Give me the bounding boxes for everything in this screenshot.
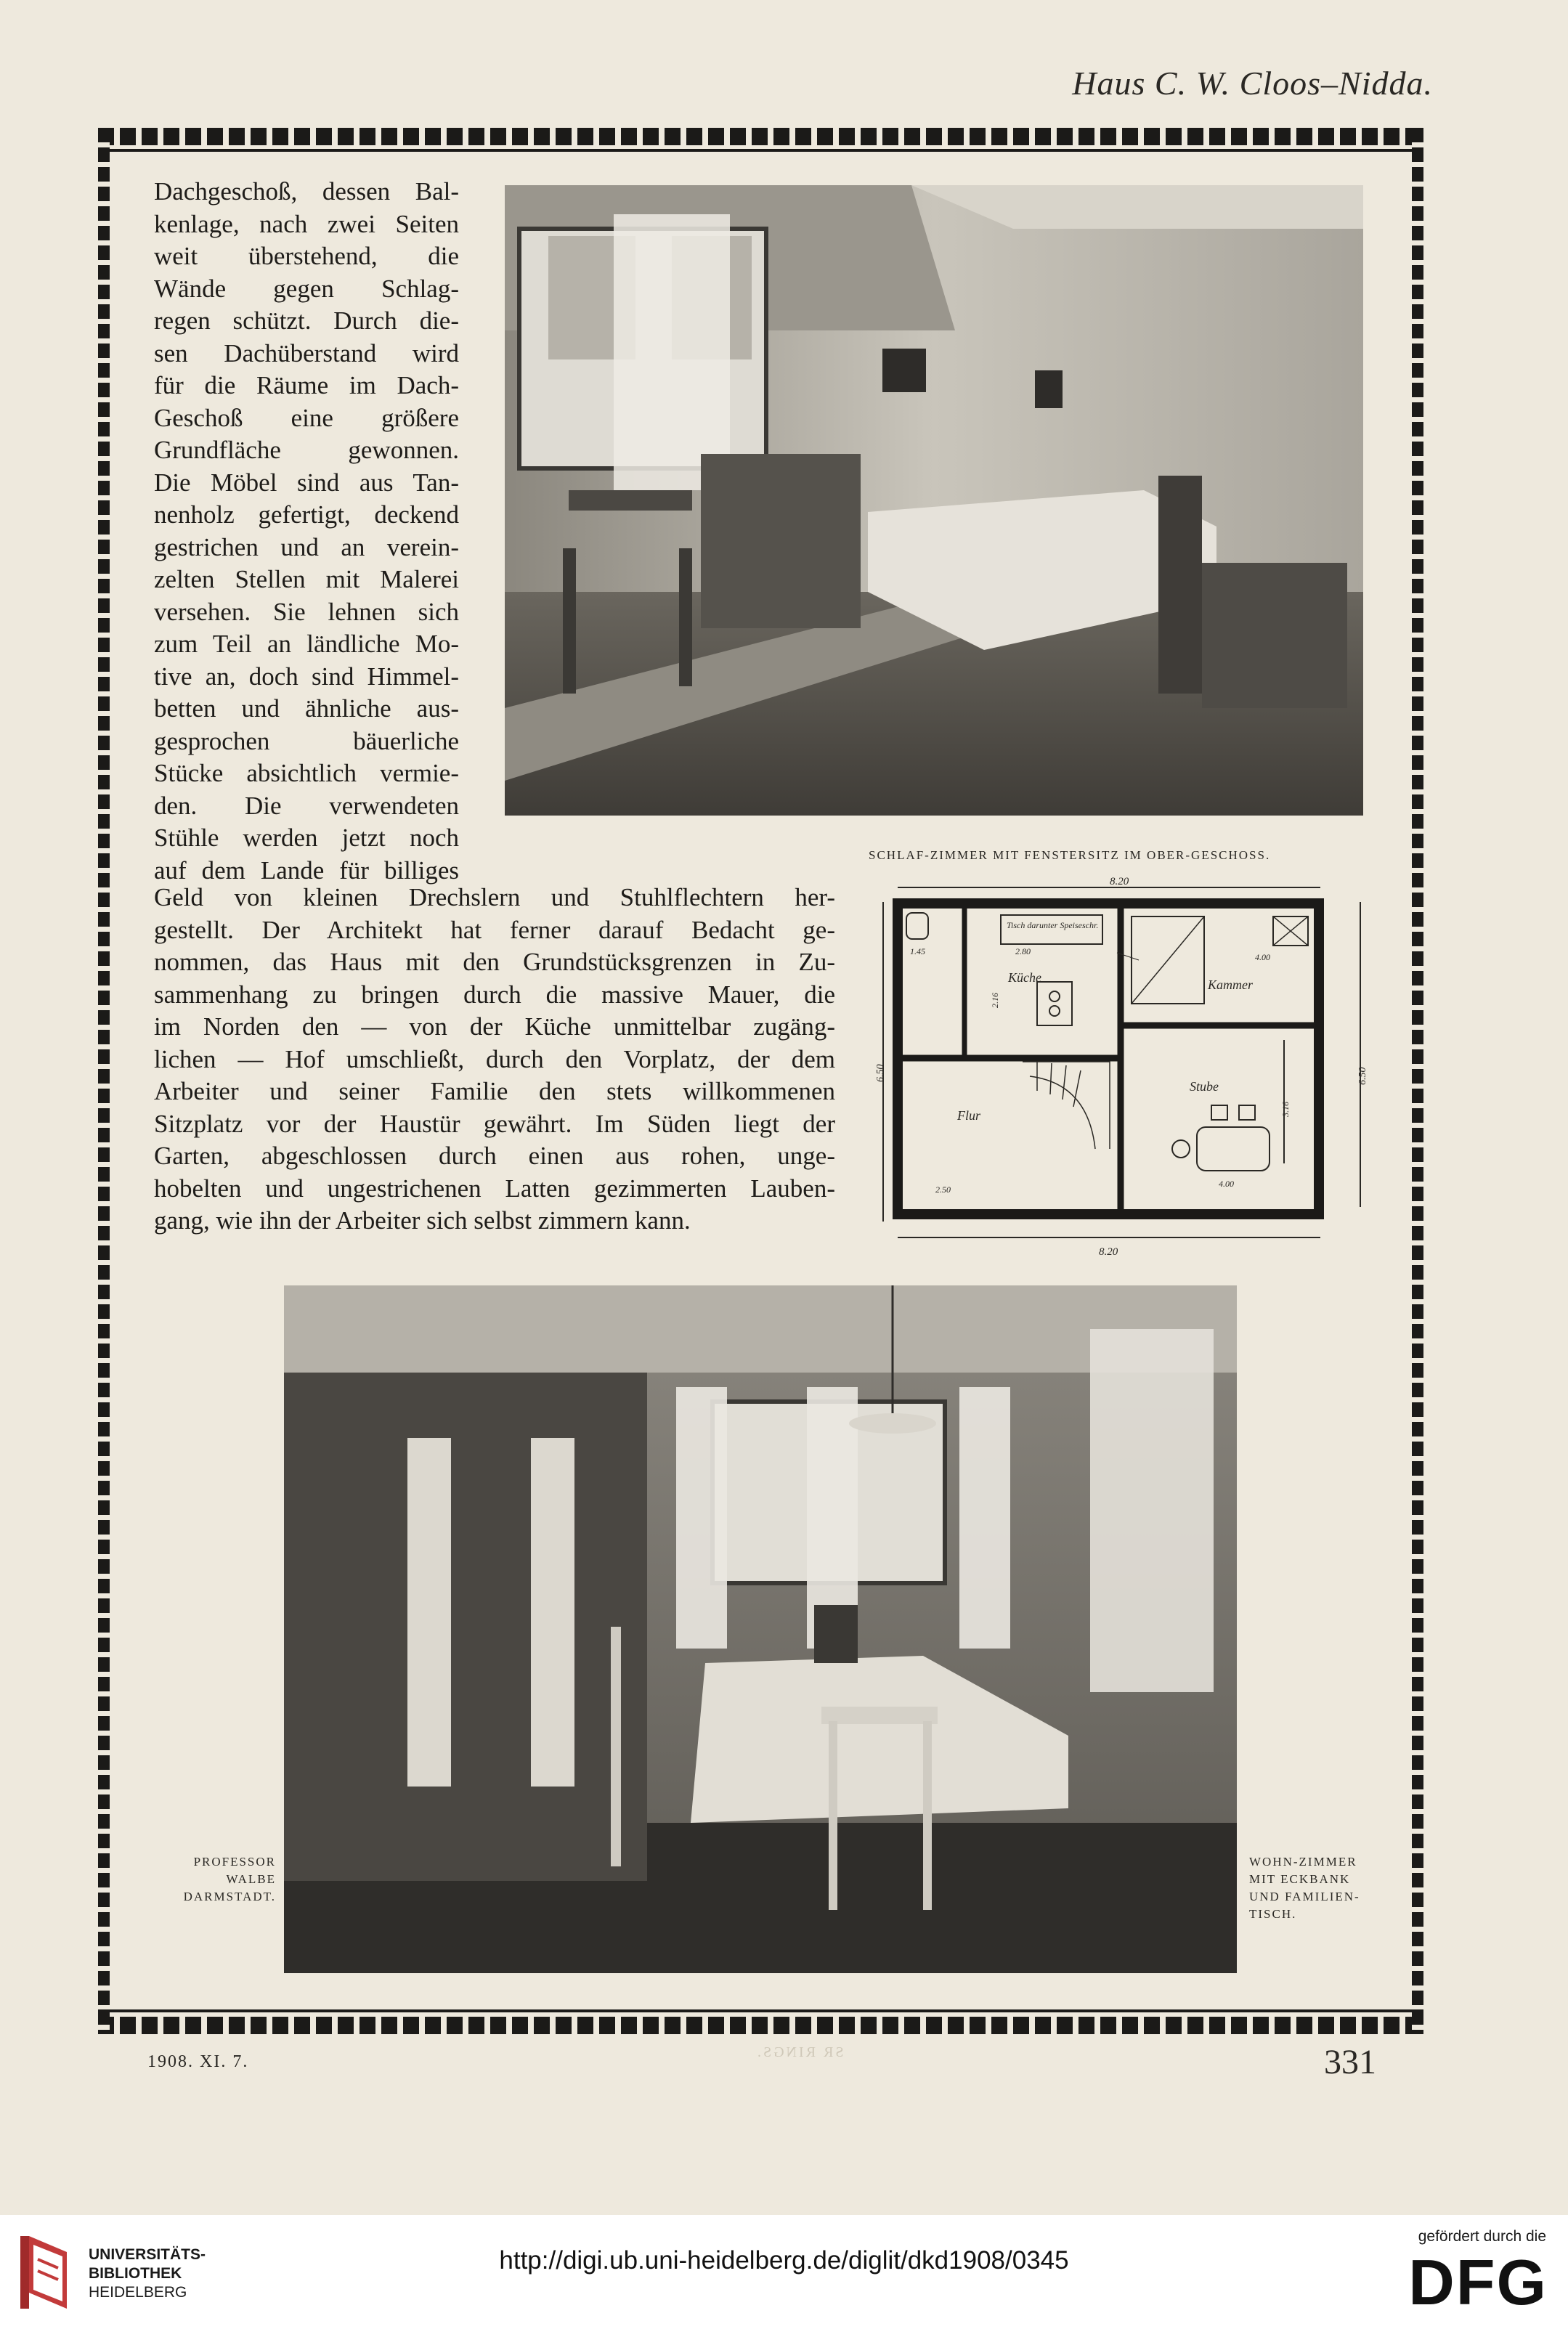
body-text-column-narrow [154, 176, 459, 887]
text-line: Sitzplatz vor der Haustür gewährt. Im Süden liegt der [154, 1109, 835, 1138]
running-title: Haus C. W. Cloos–Nidda. [1072, 65, 1433, 102]
decorative-border-left [98, 128, 110, 2034]
text-line: den. Die verwendeten [154, 791, 459, 820]
caption-living-line: MIT ECKBANK [1249, 1872, 1351, 1886]
dimension-label: 6.50 [875, 1064, 886, 1082]
living-room-photo-caption [1249, 1853, 1394, 1923]
dimension-label: 8.20 [1099, 1246, 1118, 1258]
bleed-through-text: SR RINGS. [755, 2044, 844, 2060]
text-line: regen schützt. Durch die- [154, 306, 459, 335]
text-line: Geschoß eine größere [154, 403, 459, 432]
credit-line: PROFESSOR [193, 1855, 276, 1869]
text-line: betten und ähnliche aus- [154, 694, 459, 723]
dfg-logo: DFG [1408, 2246, 1548, 2318]
text-line: zelten Stellen mit Malerei [154, 565, 459, 593]
text-line: gestellt. Der Architekt hat ferner darauf Bedacht ge- [154, 915, 835, 944]
dimension-label: 2.80 [1015, 946, 1031, 956]
bedroom-photo-caption: SCHLAF-ZIMMER MIT FENSTERSITZ IM OBER-GESCHOSS. [869, 848, 1271, 862]
credit-line: WALBE [226, 1872, 276, 1886]
room-label-stube: Stube [1190, 1079, 1219, 1094]
text-line: im Norden den — von der Küche unmittelbar zugäng- [154, 1012, 835, 1041]
decorative-border-top [98, 128, 1423, 145]
architect-credit [138, 1853, 276, 1906]
text-line: hobelten und ungestrichenen Latten gezimmerten Lauben- [154, 1174, 835, 1203]
text-line: zum Teil an ländliche Mo- [154, 630, 459, 658]
decorative-border-bottom [98, 2017, 1423, 2034]
border-rule-top [98, 149, 1423, 152]
room-label-flur: Flur [957, 1108, 981, 1123]
floor-plan [877, 873, 1386, 1258]
text-line: sen Dachüberstand wird [154, 338, 459, 367]
dimension-label: 3.16 [1280, 1102, 1291, 1117]
dimension-label: 2.16 [990, 993, 1000, 1008]
text-line: nenholz gefertigt, deckend [154, 500, 459, 529]
text-line: auf dem Lande für billiges [154, 855, 459, 885]
text-line: Stücke absichtlich vermie- [154, 759, 459, 787]
dimension-label: 4.00 [1255, 952, 1270, 962]
text-line: kenlage, nach zwei Seiten [154, 209, 459, 238]
living-room-photo [284, 1285, 1237, 1973]
border-rule-bottom [98, 2009, 1423, 2012]
ub-name-line: BIBLIOTHEK [89, 2265, 182, 2282]
text-line: lichen — Hof umschließt, durch den Vorplatz, der dem [154, 1044, 835, 1073]
dimension-label: 1.45 [910, 946, 925, 956]
room-label-kueche: Küche [1008, 970, 1041, 985]
caption-living-line: UND FAMILIEN- [1249, 1890, 1360, 1903]
decorative-border-right [1412, 128, 1423, 2034]
text-line: weit überstehend, die [154, 242, 459, 270]
text-line: versehen. Sie lehnen sich [154, 597, 459, 626]
dimension-label: 6.50 [1357, 1067, 1368, 1085]
text-line: gesprochen bäuerliche [154, 726, 459, 755]
issue-date: 1908. XI. 7. [147, 2052, 249, 2071]
caption-living-line: TISCH. [1249, 1907, 1297, 1921]
text-line: für die Räume im Dach- [154, 371, 459, 399]
text-line: gestrichen und an verein- [154, 532, 459, 561]
body-text-column-wide [154, 882, 835, 1237]
text-line: sammenhang zu bringen durch die massive Mauer, die [154, 980, 835, 1009]
text-line: nommen, das Haus mit den Grundstücksgrenzen in Zu- [154, 948, 835, 976]
dimension-label: 4.00 [1219, 1179, 1234, 1189]
ub-name-line: UNIVERSITÄTS- [89, 2246, 206, 2263]
text-line: gang, wie ihn der Arbeiter sich selbst zimmern kann. [154, 1206, 691, 1235]
text-line: Stühle werden jetzt noch [154, 824, 459, 852]
caption-living-line: WOHN-ZIMMER [1249, 1855, 1357, 1869]
room-label-kammer: Kammer [1208, 977, 1253, 992]
page-number: 331 [1324, 2043, 1376, 2081]
text-line: tive an, doch sind Himmel- [154, 662, 459, 691]
text-line: Garten, abgeschlossen durch einen aus rohen, unge- [154, 1142, 835, 1170]
dimension-label: 2.50 [935, 1184, 951, 1195]
text-line: Dachgeschoß, dessen Bal- [154, 177, 459, 206]
document-url-link[interactable]: http://digi.ub.uni-heidelberg.de/diglit/dkd1908/0345 [499, 2246, 1069, 2275]
floor-plan-label: Tisch darunter Speiseschr. [1007, 920, 1099, 930]
text-line: Die Möbel sind aus Tan- [154, 468, 459, 497]
text-line: Grundfläche gewonnen. [154, 436, 459, 464]
bedroom-photo [505, 185, 1363, 816]
text-line: Arbeiter und seiner Familie den stets willkommenen [154, 1077, 835, 1105]
text-line: Wände gegen Schlag- [154, 274, 459, 303]
text-line: Geld von kleinen Drechslern und Stuhlflechtern her- [154, 883, 835, 911]
sponsor-label: gefördert durch die [1418, 2228, 1546, 2245]
ub-name-line: HEIDELBERG [89, 2284, 187, 2301]
credit-line: DARMSTADT. [183, 1890, 276, 1903]
dimension-label: 8.20 [1110, 876, 1129, 887]
